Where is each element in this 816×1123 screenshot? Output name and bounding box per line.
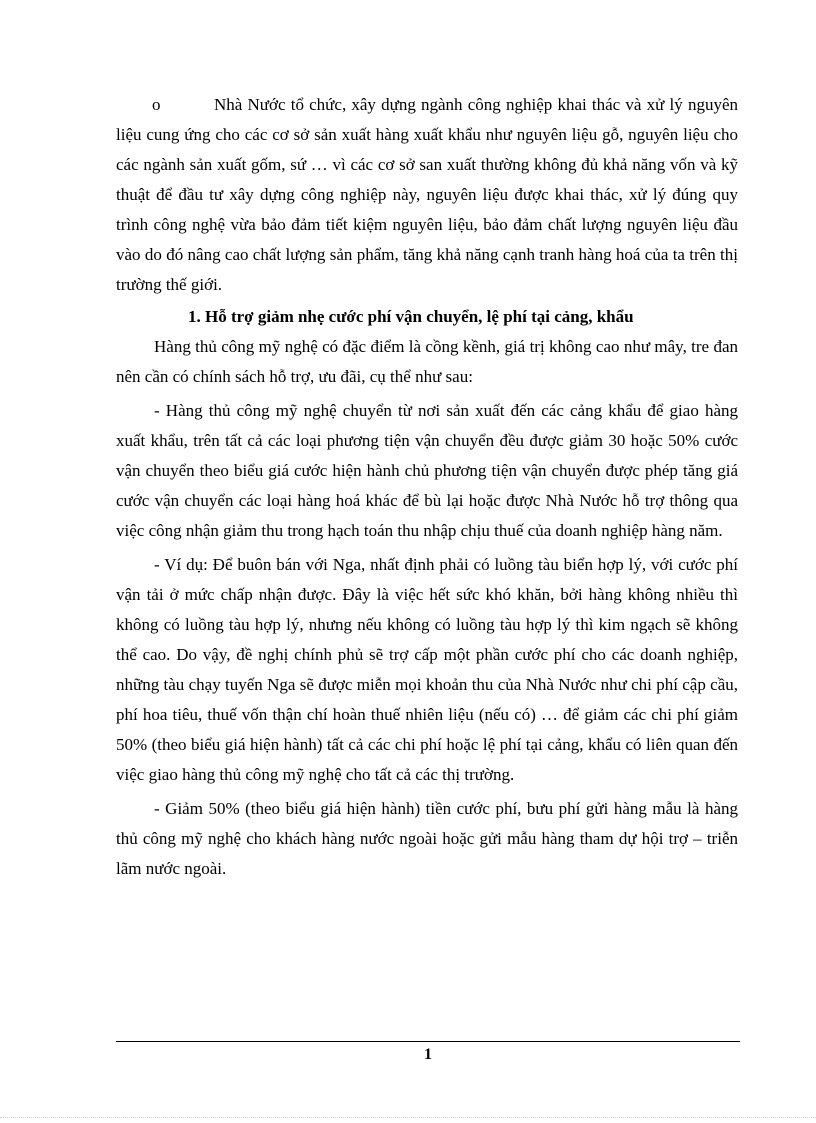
section-heading: 1. Hỗ trợ giảm nhẹ cước phí vận chuyển, lệ phí tại cảng, khẩu <box>188 307 634 326</box>
footer-divider <box>116 1041 740 1042</box>
bullet-paragraph <box>116 90 738 300</box>
paragraph-1: Hàng thủ công mỹ nghệ có đặc điểm là cồng kềnh, giá trị không cao như mây, tre đan nên cần có chính sách hỗ trợ, ưu đãi, cụ thể như sau: <box>116 337 738 386</box>
page-number: 1 <box>424 1046 432 1063</box>
paragraph-2: - Hàng thủ công mỹ nghệ chuyển từ nơi sản xuất đến các cảng khẩu để giao hàng xuất khẩu, trên tất cả các loại phương tiện vận chuyển đều được giảm 30 hoặc 50% cước vận chuyển theo biểu giá cước hiện hành chủ phương tiện vận chuyển được phép tăng giá cước vận chuyển các loại hàng hoá khác để bù lại hoặc được Nhà Nước hỗ trợ thông qua việc công nhận giảm thu trong hạch toán thu nhập chịu thuế của doanh nghiệp hàng năm. <box>116 401 738 540</box>
paragraph-4: - Giảm 50% (theo biểu giá hiện hành) tiền cước phí, bưu phí gửi hàng mẫu là hàng thủ công mỹ nghệ cho khách hàng nước ngoài hoặc gửi mẫu hàng tham dự hội trợ – triễn lãm nước ngoài. <box>116 799 738 878</box>
paragraph-3: - Ví dụ: Để buôn bán với Nga, nhất định phải có luồng tàu biển hợp lý, với cước phí vận tải ở mức chấp nhận được. Đây là việc hết sức khó khăn, bởi hàng không nhiều thì không có luồng tàu hợp lý, nhưng nếu không có luồng tàu hợp lý thì kim ngạch sẽ không thể cao. Do vậy, đề nghị chính phủ sẽ trợ cấp một phần cước phí cho các doanh nghiệp, những tàu chạy tuyến Nga sẽ được miễn mọi khoản thu của Nhà Nước như chi phí cập cầu, phí hoa tiêu, thuế vốn thận chí hoàn thuế nhiên liệu (nếu có) … để giảm các chi phí giảm 50% (theo biểu giá hiện hành) tất cả các chi phí hoặc lệ phí tại cảng, khẩu có liên quan đến việc giao hàng thủ công mỹ nghệ cho tất cả các thị trường. <box>116 555 738 784</box>
bullet-paragraph-text: Nhà Nước tổ chức, xây dựng ngành công nghiệp khai thác và xử lý nguyên liệu cung ứng cho các cơ sở sản xuất hàng xuất khẩu như nguyên liệu gỗ, nguyên liệu cho các ngành sản xuất gốm, sứ … vì các cơ sở san xuất thường không đủ khả năng vốn và kỹ thuật để đầu tư xây dựng công nghiệp này, nguyên liệu được khai thác, xử lý đúng quy trình công nghệ vừa bảo đảm tiết kiệm nguyên liệu, bảo đảm chất lượng nguyên liệu đầu vào do đó nâng cao chất lượng sản phẩm, tăng khả năng cạnh tranh hàng hoá của ta trên thị trường thế giới. <box>116 95 738 294</box>
page-edge-divider <box>0 1117 816 1118</box>
document-page <box>116 90 738 884</box>
bullet-circle-icon: o <box>152 95 161 114</box>
